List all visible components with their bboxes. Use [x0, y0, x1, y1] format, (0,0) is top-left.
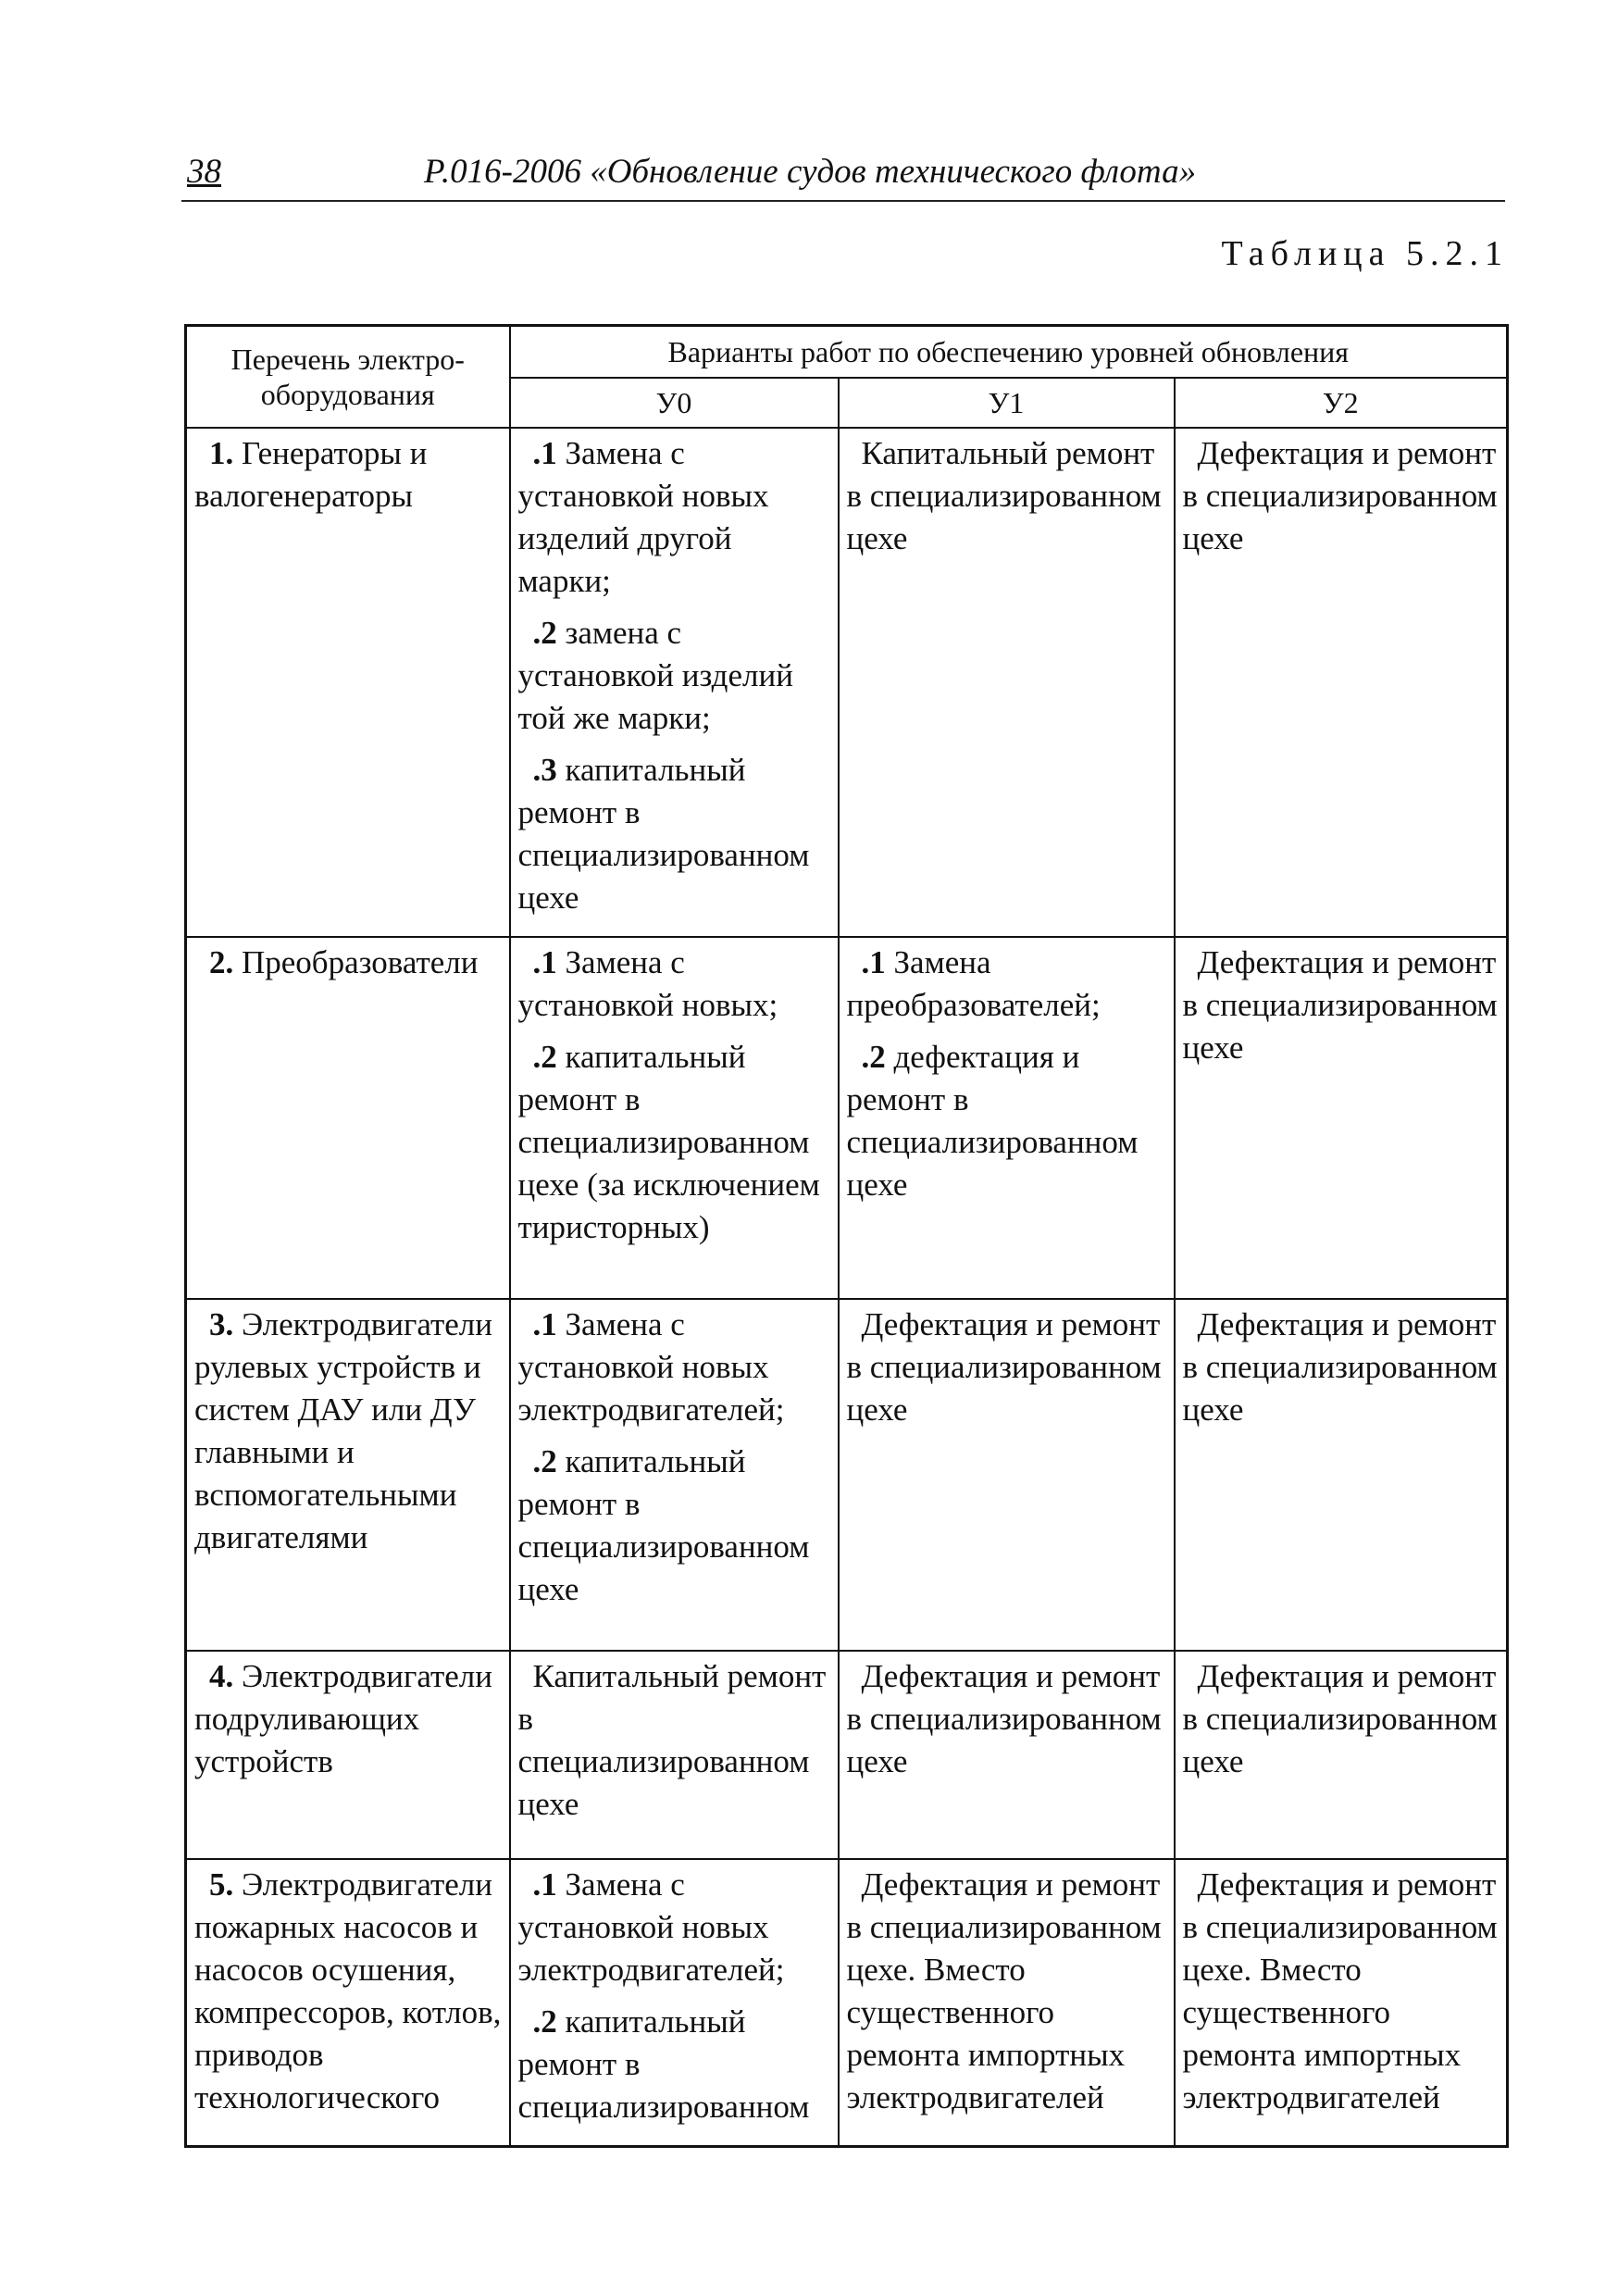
work-cell-u2 — [1175, 937, 1508, 1299]
work-item-text: Дефектация и ремонт в специализированном цехе — [1182, 434, 1498, 556]
work-item-text: Замена с установкой новых изделий другой марки; — [517, 434, 769, 599]
work-item-text: Дефектация и ремонт в специализированном цехе. Вместо существенного ремонта импортных электродвигателей — [1182, 1866, 1498, 2115]
work-item — [840, 429, 1174, 564]
header-work-variants: Варианты работ по обеспечению уровней обновления — [510, 326, 1508, 378]
work-item-number: .2 — [532, 1038, 557, 1075]
work-item-text: капитальный ремонт в специализированном цехе — [517, 1442, 810, 1607]
work-cell-u0 — [510, 1651, 839, 1859]
table-caption: Таблица 5.2.1 — [1221, 234, 1509, 273]
work-item-text: Замена с установкой новых электродвигателей; — [517, 1305, 785, 1428]
running-header — [181, 148, 1505, 202]
header-level-u2: У2 — [1175, 378, 1508, 428]
work-item — [511, 1030, 838, 1253]
work-cell-u1 — [839, 428, 1175, 937]
table-row — [186, 1299, 1508, 1651]
work-item — [1176, 429, 1507, 564]
work-item — [511, 1300, 838, 1435]
work-item-text: Дефектация и ремонт в специализированном цехе — [846, 1657, 1162, 1779]
equipment-label: Генераторы и валогенераторы — [194, 434, 428, 514]
work-item — [840, 938, 1174, 1030]
equipment-name — [187, 1652, 509, 1787]
work-item-number: .1 — [532, 943, 557, 980]
work-item-text: Капитальный ремонт в специализированном цехе — [846, 434, 1162, 556]
work-cell-u0 — [510, 1299, 839, 1651]
work-item-text: Дефектация и ремонт в специализированном цехе. Вместо существенного ремонта импортных электродвигателей — [846, 1866, 1162, 2115]
work-item — [511, 743, 838, 923]
header-level-u1: У1 — [839, 378, 1175, 428]
work-cell-u1 — [839, 1859, 1175, 2147]
work-item-text: капитальный ремонт в специализированном цехе — [517, 751, 810, 916]
work-item-text: Дефектация и ремонт в специализированном цехе — [1182, 1305, 1498, 1428]
work-item-number: .3 — [532, 751, 557, 788]
equipment-cell — [186, 428, 510, 937]
work-cell-u2 — [1175, 428, 1508, 937]
work-item-number: .2 — [861, 1038, 886, 1075]
work-item-text: Дефектация и ремонт в специализированном цехе — [1182, 943, 1498, 1066]
equipment-name — [187, 938, 509, 988]
work-cell-u2 — [1175, 1299, 1508, 1651]
equipment-label: Электродвигатели подруливающих устройств — [194, 1657, 492, 1779]
equipment-name — [187, 1860, 509, 2123]
work-item — [511, 606, 838, 743]
row-number: 1. — [209, 434, 234, 471]
work-item-number: .2 — [532, 614, 557, 651]
work-item-text: Замена преобразователей; — [846, 943, 1101, 1023]
work-item-text: Замена с установкой новых; — [517, 943, 778, 1023]
table-row — [186, 428, 1508, 937]
table-row — [186, 1859, 1508, 2147]
work-item — [840, 1652, 1174, 1787]
header-equipment-list: Перечень электро-оборудования — [186, 326, 510, 428]
table-row — [186, 1651, 1508, 1859]
work-cell-u1 — [839, 1299, 1175, 1651]
document-title: Р.016-2006 «Обновление судов технического флота» — [424, 153, 1197, 191]
work-cell-u0 — [510, 428, 839, 937]
work-cell-u0 — [510, 937, 839, 1299]
work-item — [511, 429, 838, 606]
work-item — [511, 1860, 838, 1995]
work-cell-u1 — [839, 1651, 1175, 1859]
equipment-label: Электродвигатели пожарных насосов и насосов осушения, компрессоров, котлов, приводов технологического — [194, 1866, 502, 2115]
work-item-text: капитальный ремонт в специализированном цехе (за исключением тиристорных) — [517, 1038, 820, 1245]
header-level-u0: У0 — [510, 378, 839, 428]
work-item-text: Дефектация и ремонт в специализированном цехе — [1182, 1657, 1498, 1779]
work-item — [511, 1652, 838, 1829]
work-cell-u0 — [510, 1859, 839, 2147]
table-body — [186, 428, 1508, 2147]
work-item-text: замена с установкой изделий той же марки; — [517, 614, 793, 736]
work-item-text: Замена с установкой новых электродвигателей; — [517, 1866, 785, 1988]
work-item — [840, 1030, 1174, 1210]
work-item — [1176, 1300, 1507, 1435]
page-number: 38 — [187, 153, 221, 191]
work-cell-u2 — [1175, 1859, 1508, 2147]
work-item-number: .1 — [532, 434, 557, 471]
work-item-number: .1 — [861, 943, 886, 980]
work-item-text: Дефектация и ремонт в специализированном цехе — [846, 1305, 1162, 1428]
work-cell-u1 — [839, 937, 1175, 1299]
equipment-name — [187, 429, 509, 521]
work-item — [511, 1435, 838, 1615]
work-item-number: .1 — [532, 1866, 557, 1903]
row-number: 5. — [209, 1866, 234, 1903]
equipment-name — [187, 1300, 509, 1563]
work-item-number: .2 — [532, 2003, 557, 2040]
work-item — [1176, 1652, 1507, 1787]
equipment-cell — [186, 1651, 510, 1859]
work-item — [1176, 938, 1507, 1073]
equipment-label: Преобразователи — [242, 943, 479, 980]
renewal-works-table — [184, 324, 1509, 2148]
work-item-text: дефектация и ремонт в специализированном цехе — [846, 1038, 1139, 1203]
work-item-number: .2 — [532, 1442, 557, 1479]
row-number: 2. — [209, 943, 234, 980]
equipment-cell — [186, 1859, 510, 2147]
work-item — [511, 938, 838, 1030]
table-row — [186, 937, 1508, 1299]
equipment-cell — [186, 937, 510, 1299]
work-item-text: Капитальный ремонт в специализированном цехе — [517, 1657, 827, 1822]
work-cell-u2 — [1175, 1651, 1508, 1859]
work-item — [840, 1300, 1174, 1435]
work-item-number: .1 — [532, 1305, 557, 1342]
work-item — [511, 1995, 838, 2132]
equipment-cell — [186, 1299, 510, 1651]
row-number: 4. — [209, 1657, 234, 1694]
work-item-text: капитальный ремонт в специализированном — [517, 2003, 810, 2125]
work-item — [840, 1860, 1174, 2123]
row-number: 3. — [209, 1305, 234, 1342]
equipment-label: Электродвигатели рулевых устройств и систем ДАУ или ДУ главными и вспомогательными двигателями — [194, 1305, 492, 1555]
work-item — [1176, 1860, 1507, 2123]
